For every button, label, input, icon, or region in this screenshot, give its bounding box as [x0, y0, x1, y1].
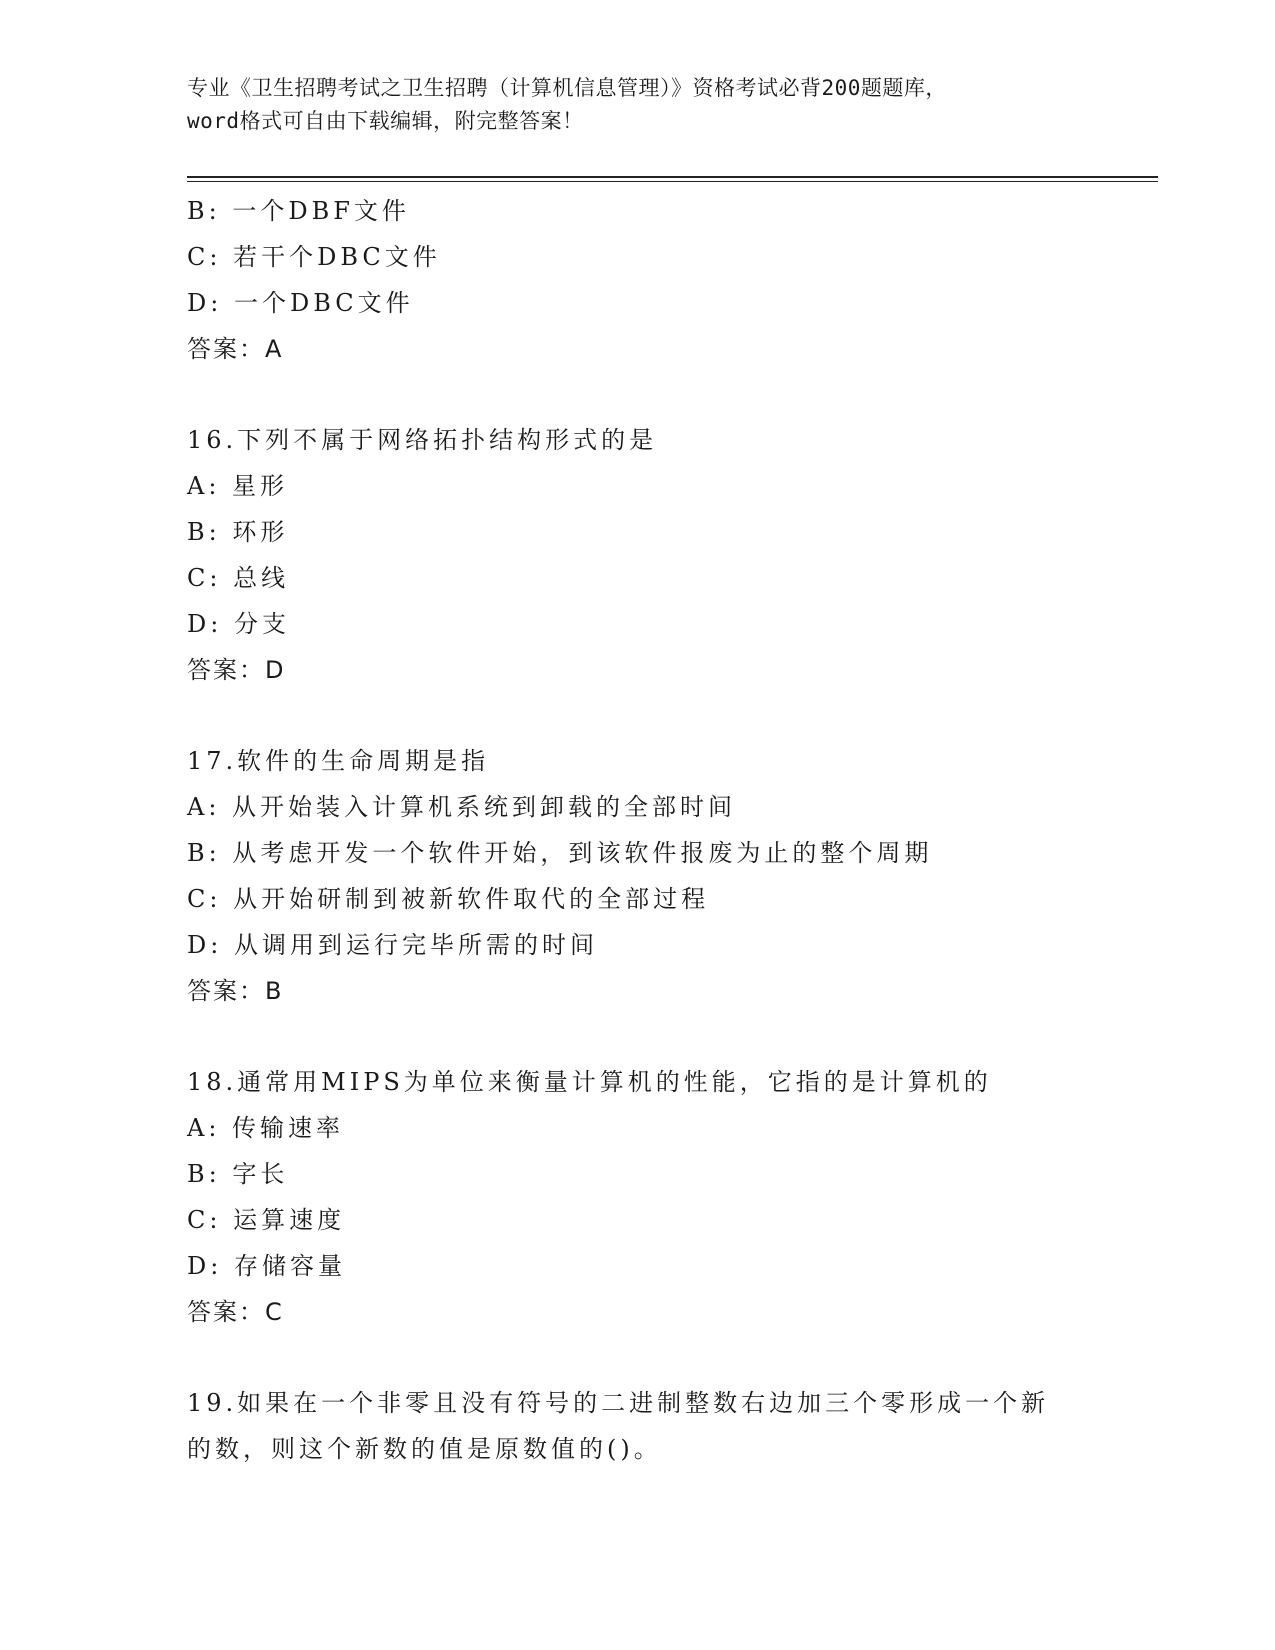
- question-17: [187, 738, 1157, 1014]
- option-d: D: 一个DBC文件: [187, 289, 414, 317]
- option-a: A: 星形: [187, 472, 289, 500]
- option-b: B: 从考虑开发一个软件开始，到该软件报废为止的整个周期: [187, 839, 933, 867]
- option-c: C: 总线: [187, 564, 290, 592]
- header-line-1: 专业《卫生招聘考试之卫生招聘（计算机信息管理）》资格考试必背200题题库，: [187, 76, 947, 100]
- question-18: [187, 1059, 1157, 1335]
- option-d: D: 存储容量: [187, 1252, 346, 1280]
- option-b: B: 字长: [187, 1160, 289, 1188]
- question-text-line-2: 的数，则这个新数的值是原数值的()。: [187, 1435, 662, 1463]
- option-a: A: 从开始装入计算机系统到卸载的全部时间: [187, 793, 737, 821]
- header-divider-thin: [187, 181, 1158, 182]
- question-15-tail: [187, 188, 1157, 372]
- option-b: B: 环形: [187, 518, 289, 546]
- question-16: [187, 417, 1157, 693]
- option-d: D: 从调用到运行完毕所需的时间: [187, 931, 598, 959]
- option-b: B: 一个DBF文件: [187, 197, 410, 225]
- question-text-line-1: 19.如果在一个非零且没有符号的二进制整数右边加三个零形成一个新: [187, 1389, 1050, 1417]
- document-header: [187, 72, 1087, 138]
- question-text: 18.通常用MIPS为单位来衡量计算机的性能，它指的是计算机的: [187, 1068, 992, 1096]
- option-c: C: 从开始研制到被新软件取代的全部过程: [187, 885, 710, 913]
- option-a: A: 传输速率: [187, 1114, 345, 1142]
- question-text: [187, 1380, 1157, 1472]
- header-divider-thick: [187, 176, 1158, 178]
- header-line-2: word格式可自由下载编辑，附完整答案！: [187, 109, 584, 133]
- answer-label: 答案：B: [187, 977, 284, 1005]
- question-text: 16.下列不属于网络拓扑结构形式的是: [187, 426, 658, 454]
- question-19: [187, 1380, 1157, 1472]
- question-list: [187, 188, 1157, 1472]
- option-c: C: 运算速度: [187, 1206, 346, 1234]
- answer-label: 答案：D: [187, 656, 286, 684]
- question-text: 17.软件的生命周期是指: [187, 747, 490, 775]
- option-d: D: 分支: [187, 610, 290, 638]
- option-c: C: 若干个DBC文件: [187, 243, 441, 271]
- answer-label: 答案：A: [187, 335, 284, 363]
- answer-label: 答案：C: [187, 1298, 284, 1326]
